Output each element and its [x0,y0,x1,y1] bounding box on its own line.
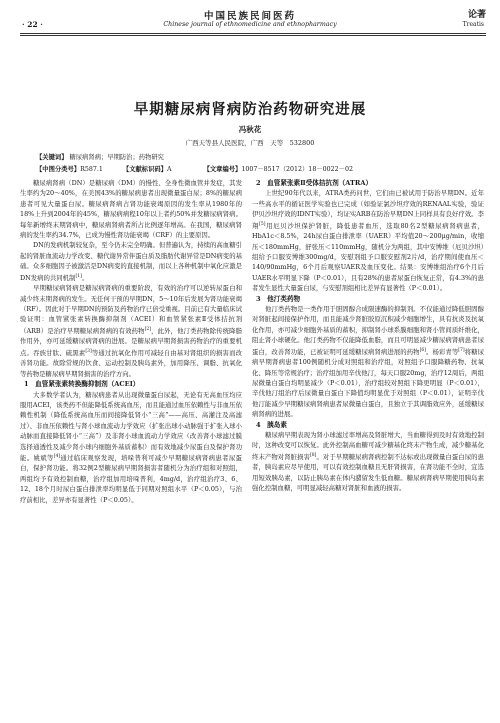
section-heading: 4 胰岛素 [256,420,287,429]
citation[interactable]: [5] [259,221,266,227]
doccode-value: A [166,166,172,173]
header-rule-thin [20,35,486,36]
classification-line [36,164,353,173]
citation[interactable]: [7] [458,347,465,353]
page-number: · 22 · [22,20,43,29]
page-header [0,0,500,44]
article-id-label: 【文章编号】 [203,166,242,173]
citation[interactable]: [1] [75,273,82,279]
citation[interactable]: [2] [144,326,152,332]
left-column [20,178,242,505]
clc-value: R587.1 [80,166,103,173]
article-id-value: 1007－8517（2012）18－0022－02 [241,166,353,173]
keywords-label: 【关键词】 [36,154,68,161]
section-heading: 3 他汀类药物 [256,294,301,303]
section-tag: 论著 [467,10,486,20]
paragraph: DN的发病机制较复杂，至今仍未完全明确。但普遍认为，持续的高血糖引起的肾脏血流动力学改变、糖代谢异常伴蛋白质及脂肪代谢异常是DN病变的基础。众多细胞因子被激活是DN病变的直接机制，而以上各种机制中氧化应激是DN发病的共同机制[1]。 [20,241,242,282]
journal-title-cn: 中国民族民间医药 [203,11,296,22]
clc-label: 【中图分类号】 [36,166,81,173]
paragraph: 早期糖尿病肾病是糖尿病肾病的重要阶段，有效的治疗可以逆转尿蛋白和减少终末期肾病的发生。无任何干预的早期DN，5～10年后发展为肾功能衰竭（RF）。因此对于早期DN的预防及药物治疗已倍受重视。目前已有大量临床试验证明：血管紧张素转换酶抑制剂（ACEI）和血管紧张素Ⅱ受体拮抗剂（ARB）是治疗早期糖尿病肾病的有效药物[2]，此外，他汀类药物除传统降脂作用外，亦可延缓糖尿病肾病的进展。是糖尿病早期肾损害药物治疗的重要机点。吞族甘肽、硫黑素[3]等通过抗氧化作用可减轻自由基对肾组织的损害而改善肾功能。故除常规的饮食、运动控制及胰岛素外，加用降压、调脂、抗氧化等药物是糖尿病早期肾损害的治疗方向。 [20,284,243,378]
keywords-text: 糖尿病肾病；早期防治；药物研究 [69,154,164,161]
paragraph: 糖尿病早期表现为肾小球滤过率增高及肾脏增大，当血糖得到及时有效地控制时，这种改变可以恢复。此外控制高血糖可减少糖基化终末产物生成，减少糖基化终末产物对肾脏损害[8]。对于早期糖尿病肾病控制不达标或出现微量白蛋白尿的患者，胰岛素应尽早使用，可以有效控制血糖且无肝肾损害，在肾功能不全时，宜选用短效胰岛素，以防止胰岛素在体内潴留发生低血糖。糖尿病肾病早期使用胰岛素强化控制血糖，可明显减轻高糖对肾脏和血液的损害。 [252,431,485,493]
doccode-label: 【文献标识码】 [122,166,167,173]
section-heading: 1 血管紧张素转换酶抑制剂（ACEI） [24,380,140,389]
article-affiliation: 广西天等县人民医院，广西 天等 532800 [185,139,315,147]
journal-title-en: Chinese journal of ethnomedicine and ethnopharmacy [163,21,337,28]
article-title: 早期糖尿病肾病防治药物研究进展 [133,101,367,118]
paragraph: 大多数学者认为，糖尿病患者从出现微量蛋白尿起，无论有无高血压均应服用ACEI，该类药不但能降低系统高血压，而且能通过血压依赖性与非血压依赖性机制（降低系统高血压而间接降低肾小“三高”——高压、高灌注及高滤过）、非血压依赖性与肾小球血流动力学效应（扩张出球小动脉强于扩张入球小动脉而直接降低肾小“三高”）及非肾小球血流动力学效应（改善肾小球滤过膜选择通透性及减少肾小球内细胞外基质蓄积）而有效地减少尿蛋白及保护肾功能。姚斌等[4]通过临床观察发现，培哚普利可减少早期糖尿病肾病患者尿蛋白，保护肾功能。将32例2型糖尿病早期肾损害者随机分为治疗组和对照组，两组均予有效控制血糖，治疗组加用培哚普利，4mg/d，治疗组治疗3、6、12、18个月时尿白蛋白排泄率均明显低于同期对照组水平（P＜0.05），与治疗前相比，差异亦有显著性（P＜0.05）。 [20,390,243,504]
citation[interactable]: [4] [53,453,61,459]
header-rule [20,33,486,34]
citation[interactable]: [3] [85,348,92,354]
paragraph: 上世纪90年代以来，ATRA类药问世，它们由已被试用于防治早期DN。近年一些高水平的循证医学实验也已完成（如验证氯沙坦疗效的RENAAL实验，验证伊贝沙坦疗效的IDNT实验），均证实ARB在防治早期DN上同样具有良好疗效。李翔[5]用厄贝沙坦保护肾脏，降低患者血压，选取80名2型糖尿病肾病患者，HbA1c＜8.5%，24h尿白蛋白排泄率（UAER）平均值20～200μg/min，收缩压＜180mmHg，舒张压＜110mmHg，随机分为两组，其中安博维（厄贝沙坦）组给予口服安博维300mg/d，安慰剂组予口服安慰剂2片/d，治疗期间使血压＜140/90mmHg，6个月后观察UAER及血压变化。结果：安博维组治疗6个月后UAER水平明显下降（P＜0.01），且有28%的患者尿蛋白恢复正常，有4.3%的患者发生显性大量蛋白尿，与安慰剂组相比差异有显著性（P＜0.01）。 [252,189,485,293]
section-heading: 2 血管紧张素Ⅱ受体拮抗剂（ATRA） [256,179,373,187]
citation[interactable]: [6] [419,347,426,353]
paragraph: 糖尿病肾病（DN）是糖尿病（DM）的慢性、全身性微血管并发症，其发生率约为20～40%，在美国43%的糖尿病患者出现微量蛋白尿；8%的糖尿病患者可见大量蛋白尿。糖尿病肾病占肾功能衰竭原因的发生率从1980年的18%上升到2004年的45%，糖尿病病程10年以上者约50%并发糖尿病肾病。每年新增终末期肾病中，糖尿病肾病者所占比例逐年增高。在我国，糖尿病肾病的发生率约34.7%，已成为慢性肾功能衰竭（CRF）的主要原因。 [20,179,242,240]
citation[interactable]: [8] [310,452,317,458]
section-tag-en: Treatis [462,21,484,28]
keywords-line [36,152,164,161]
article-author: 冯秋花 [238,125,262,134]
right-column [252,178,484,494]
paragraph: 他汀类药物是一类作用于胆固醇合成限速酶的抑制剂。不仅能通过降低胆固醇对肾脏起间接保护作用，而且能减少肾脏胶原沉积减少细胞增生，具有抗炎及抗氧化作用，亦可减少细胞外基质的蓄积，抑制肾小球系膜细胞和肾小管间质纤维化，阻止肾小球硬化。他汀类药物不仅能降低血脂，而且可明显减少糖尿病肾病患者尿蛋白，改善肾功能，已被证明可延缓糖尿病肾病进展的药物[6]。杨彩青等[7]将糖尿病早期肾病患者100例随机分成对照组和治疗组，对照组予口服降糖药物、抗氧化、降压等常规治疗；治疗组加用辛伐他汀，每天口服20mg，治疗12周后，两组尿微量白蛋白均明显减少（P＜0.01），治疗组较对照组下降更明显（P＜0.01），辛伐他汀组治疗后尿微量白蛋白下降值均明显优于对照组（P＜0.01），证明辛伐他汀能减少早期糖尿病肾病患者尿微量白蛋白，且独立于其调脂效应外，延缓糖尿病肾病的进展。 [252,305,485,419]
